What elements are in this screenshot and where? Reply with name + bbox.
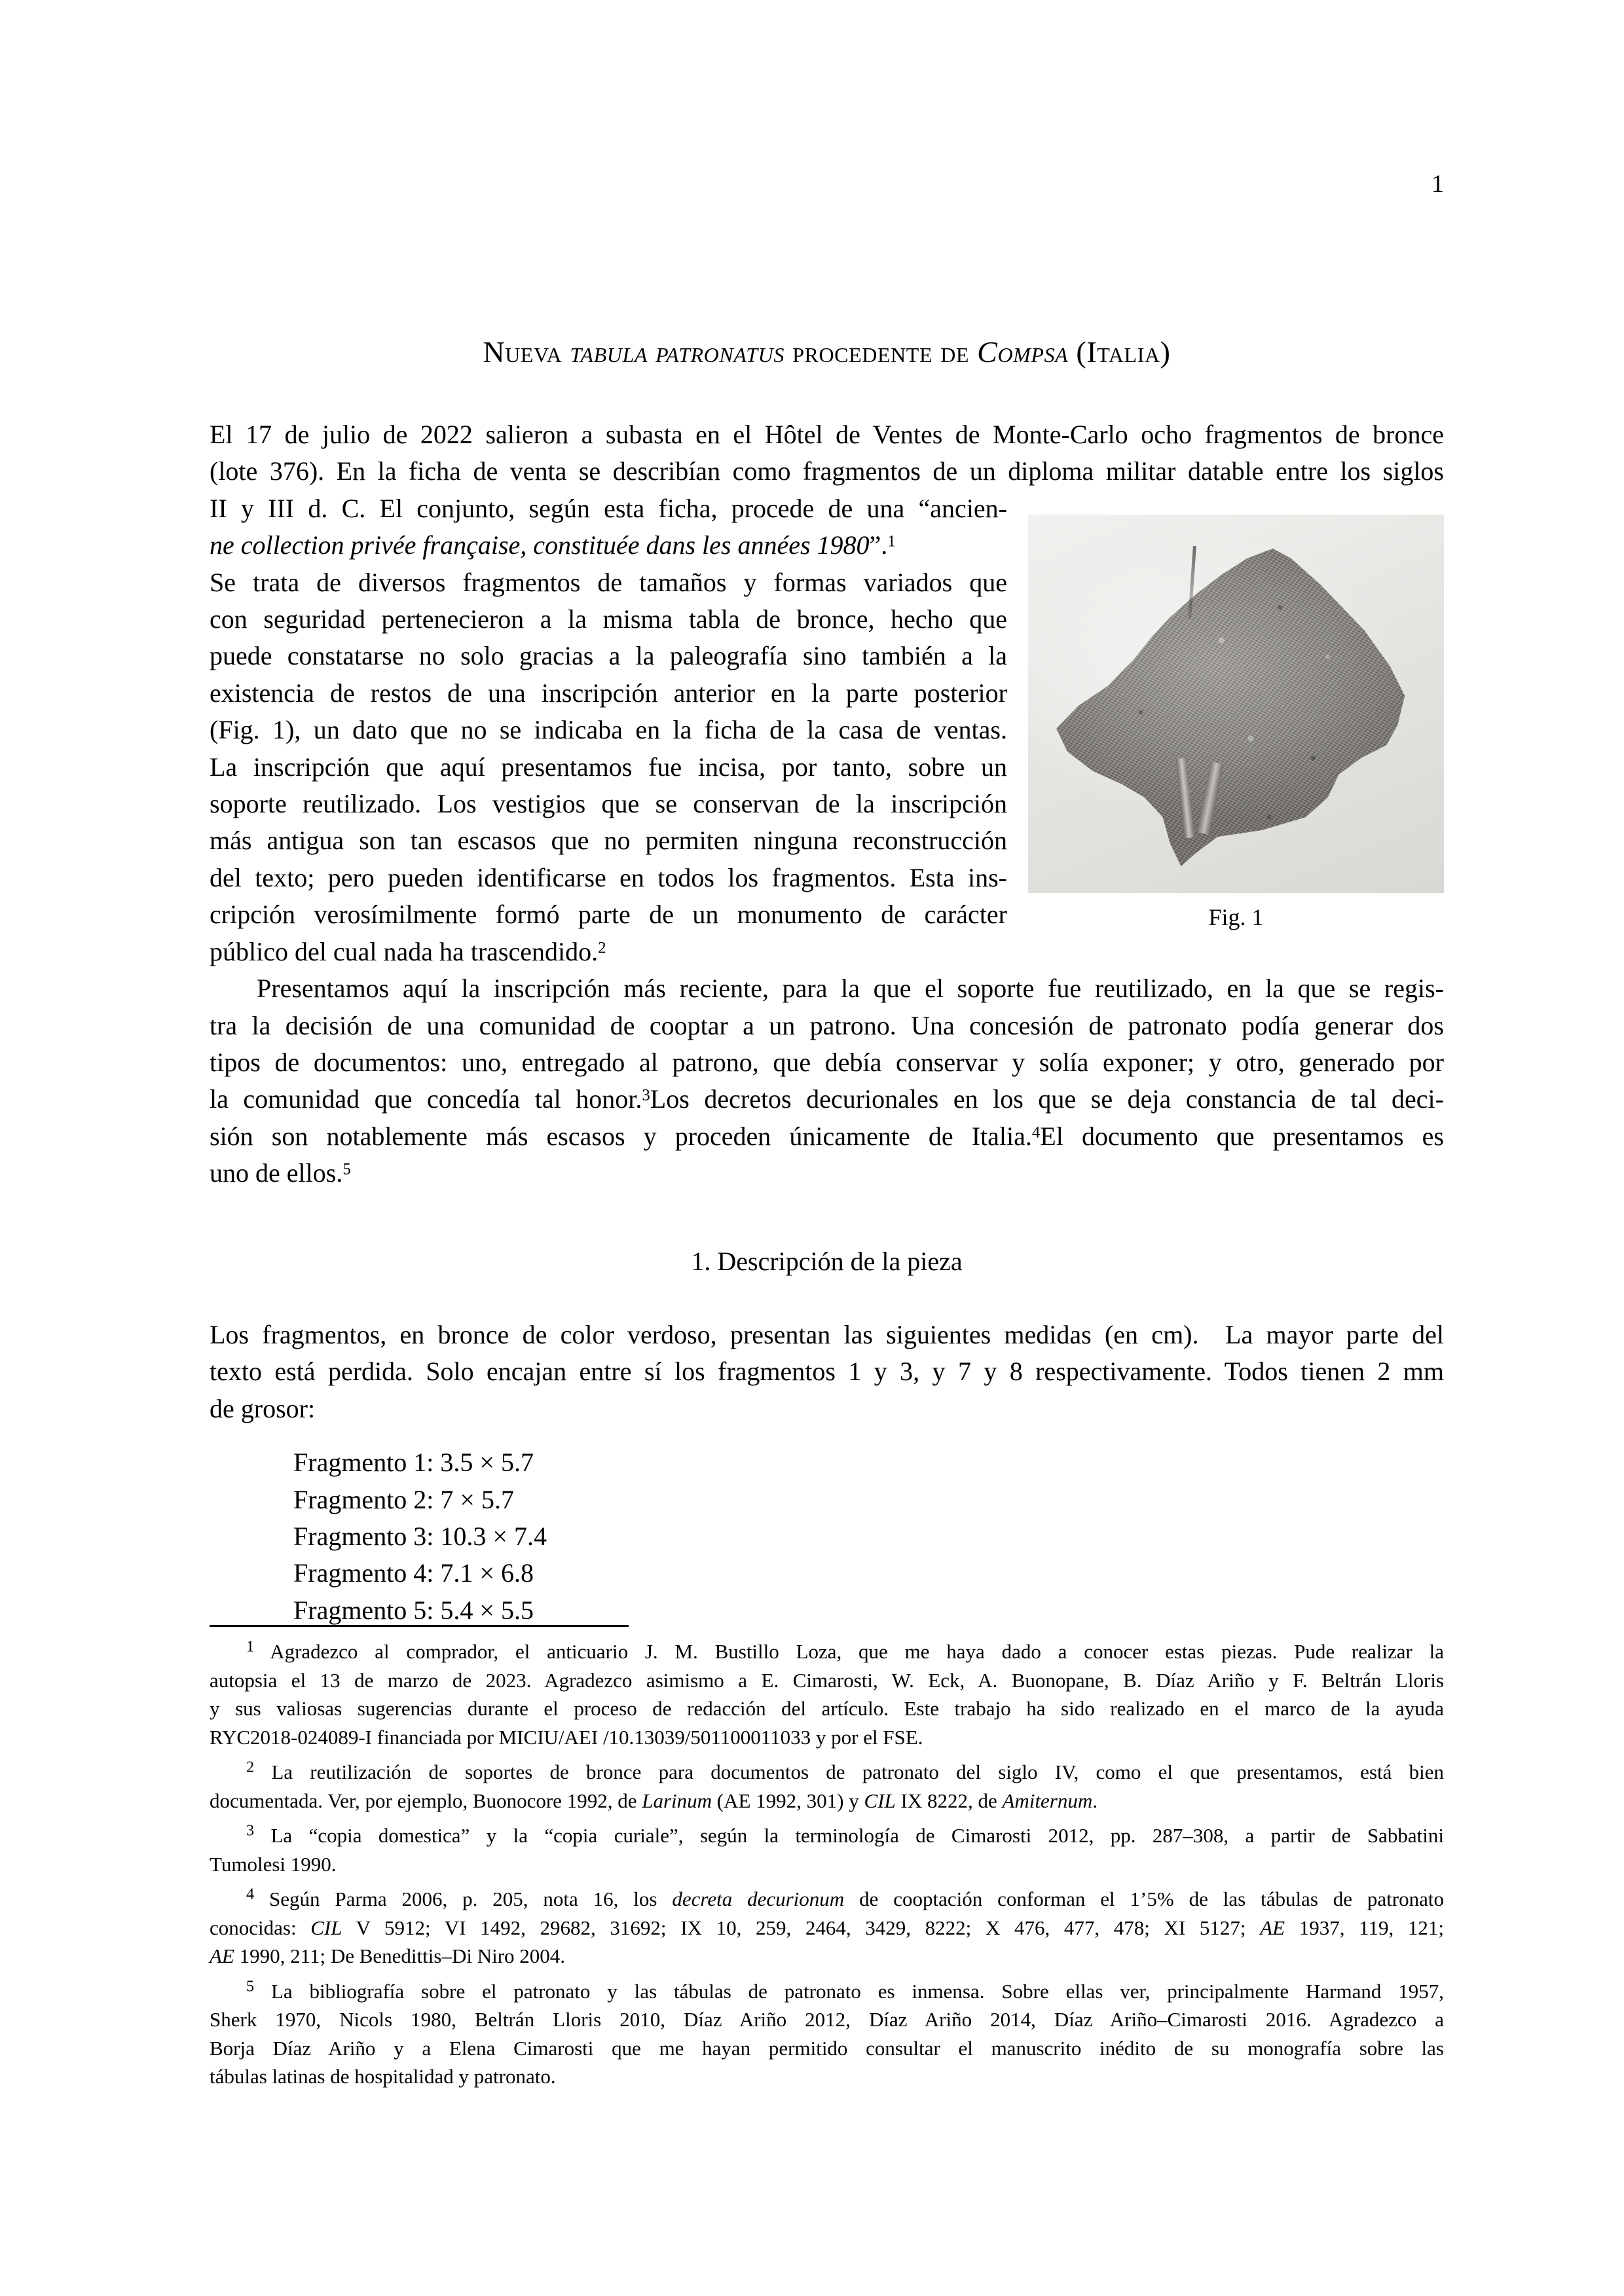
- p1-line-6: con seguridad pertenecieron a la misma tabla de bronce, hecho que: [210, 604, 1007, 634]
- p1-line-2: (lote 376). En la ficha de venta se describían como fragmentos de un diploma militar datable entre los siglos: [210, 456, 1444, 486]
- fn3-line-2: Tumolesi 1990.: [210, 1852, 337, 1876]
- title-part-3: (Italia): [1068, 335, 1171, 369]
- fn5-line-1: [210, 1977, 1444, 2006]
- p2-line-5: [210, 1118, 1444, 1155]
- footnote-ref-2[interactable]: 2: [598, 939, 606, 957]
- p1-line-13: del texto; pero pueden identificarse en todos los fragmentos. Esta ins-: [210, 862, 1007, 892]
- fn3-line-1: [210, 1821, 1444, 1850]
- page-number: 1: [1431, 170, 1444, 198]
- footnote-ref-3[interactable]: 3: [642, 1086, 650, 1104]
- p2-line-4-text-b: Los decretos decurionales en los que se deja constancia de tal deci-: [650, 1084, 1444, 1114]
- fn3-line-1-text: La “copia domestica” y la “copia curiale”, según la terminología de Cimarosti 2012, pp. 287–308, a partir de Sabbatini: [270, 1824, 1444, 1847]
- footnote-ref-4[interactable]: 4: [1031, 1123, 1041, 1142]
- p2-line-6: [210, 1155, 1444, 1192]
- page-title: [210, 334, 1444, 370]
- fn5-line-1-text: La bibliografía sobre el patronato y las tábulas de patronato es inmensa. Sobre ellas ver, principalmente Harmand 1957,: [270, 1979, 1445, 2003]
- fn1-line-1-text: Agradezco al comprador, el anticuario J. M. Bustillo Loza, que me haya dado a conocer estas piezas. Pude realizar la: [270, 1640, 1444, 1663]
- main-text-column: [210, 416, 1444, 1629]
- list-item: Fragmento 5: 5.4 × 5.5: [293, 1595, 534, 1625]
- p1-line-9: (Fig. 1), un dato que no se indicaba en la ficha de la casa de ventas.: [210, 715, 1007, 745]
- p1-line-3: [210, 490, 1007, 527]
- fn1-line-3: y sus valiosas sugerencias durante el proceso de redacción del artículo. Este trabajo ha sido realizado en el marco de la ayuda: [210, 1697, 1444, 1720]
- title-block: [210, 334, 1444, 370]
- fn5-line-3: Borja Díaz Ariño y a Elena Cimarosti que me hayan permitido consultar el manuscrito inédito de su monografía sobre las: [210, 2036, 1444, 2060]
- p2-line-4: [210, 1081, 1444, 1118]
- p2-line-1: [210, 970, 1444, 1007]
- p2-line-6-text: uno de ellos.: [210, 1158, 343, 1188]
- p2-line-3: tipos de documentos: uno, entregado al patrono, que debía conservar y solía exponer; y otro, generado por: [210, 1047, 1444, 1077]
- p1-line-15-text: público del cual nada ha trascendido.: [210, 936, 599, 966]
- fn4-italic-ae: AE: [1260, 1916, 1285, 1939]
- spacer-after-heading: [210, 1280, 1444, 1317]
- p1-quote-tail: ”.: [869, 530, 888, 560]
- footnote-ref-1[interactable]: 1: [887, 532, 896, 551]
- fn4-italic-cil: CIL: [310, 1916, 342, 1939]
- fn4-italic-ae-2: AE: [210, 1944, 234, 1967]
- paragraph-2: [210, 970, 1444, 1192]
- spacer-before-list: [210, 1427, 1444, 1444]
- p1-line-8: existencia de restos de una inscripción anterior en la parte posterior: [210, 678, 1007, 708]
- p1-line-7: puede constatarse no solo gracias a la paleografía sino también a la: [210, 641, 1007, 671]
- fn1-line-2: autopsia el 13 de marzo de 2023. Agradezco asimismo a E. Cimarosti, W. Eck, A. Buonopane, B. Díaz Ariño y F. Beltrán Lloris: [210, 1668, 1444, 1692]
- section-1-heading: 1. Descripción de la pieza: [691, 1246, 963, 1276]
- p1-quote-italic: ne collection privée française, constituée dans les années 1980: [210, 530, 870, 560]
- section-1-paragraph: [210, 1317, 1444, 1427]
- p1-line-15: [210, 934, 1007, 970]
- p1-line-5: Se trata de diversos fragmentos de tamaños y formas variados que: [210, 567, 1007, 597]
- fn2-italic-cil: CIL: [864, 1789, 896, 1812]
- spacer-before-heading: [210, 1192, 1444, 1243]
- s1-line-1: Los fragmentos, en bronce de color verdoso, presentan las siguientes medidas (en cm). La mayor parte del: [210, 1319, 1444, 1349]
- footnote-separator-rule: [210, 1625, 629, 1627]
- fn5-line-4: tábulas latinas de hospitalidad y patronato.: [210, 2065, 556, 2088]
- p2-line-4-text: la comunidad que concedía tal honor.: [210, 1084, 642, 1114]
- fn2-line-1: [210, 1758, 1444, 1787]
- title-italic-tabula-patronatus: tabula patronatus: [570, 335, 784, 369]
- fn4-line-2: conocidas: CIL V 5912; VI 1492, 29682, 31692; IX 10, 259, 2464, 3429, 8222; X 476, 477, 478; XI 5127; AE 1937, 119, 121;: [210, 1916, 1445, 1939]
- fn5-line-2: Sherk 1970, Nicols 1980, Beltrán Lloris 2010, Díaz Ariño 2012, Díaz Ariño 2014, Díaz Ariño–Cimarosti 2016. Agradezco a: [210, 2008, 1444, 2031]
- fn2-line-1-text: La reutilización de soportes de bronce para documentos de patronato del siglo IV, como el que presentamos, está bien: [271, 1760, 1444, 1783]
- paragraph-1: [210, 416, 1444, 970]
- footnote-4: [210, 1885, 1444, 1971]
- list-item: Fragmento 1: 3.5 × 5.7: [293, 1448, 534, 1478]
- fn4-italic-decreta: decreta decurionum: [672, 1887, 845, 1910]
- p2-line-5-text: sión son notablemente más escasos y proceden únicamente de Italia.: [210, 1121, 1032, 1151]
- footnote-4-marker: 4: [246, 1885, 255, 1903]
- p1-line-12: más antigua son tan escasos que no permiten ninguna reconstrucción: [210, 826, 1007, 856]
- footnote-ref-5[interactable]: 5: [342, 1160, 351, 1178]
- list-item: Fragmento 4: 7.1 × 6.8: [293, 1558, 534, 1588]
- p1-line-4: [210, 527, 1007, 564]
- fn2-italic-amiternum: Amiternum: [1002, 1789, 1093, 1812]
- footnote-3-marker: 3: [246, 1821, 255, 1840]
- footnote-1-marker: 1: [246, 1637, 255, 1656]
- fn2-line-2: documentada. Ver, por ejemplo, Buonocore 1992, de Larinum (AE 1992, 301) y CIL IX 8222, de Amiternum.: [210, 1789, 1098, 1812]
- footnote-3: [210, 1821, 1444, 1878]
- s1-line-2: texto está perdida. Solo encajan entre sí los fragmentos 1 y 3, y 7 y 8 respectivamente. Todos tienen 2 mm: [210, 1357, 1444, 1387]
- footnote-2-marker: 2: [246, 1758, 255, 1776]
- footnote-5-marker: 5: [246, 1977, 255, 1995]
- fn2-italic-larinum: Larinum: [642, 1789, 712, 1812]
- p1-line-10: La inscripción que aquí presentamos fue incisa, por tanto, sobre un: [210, 752, 1007, 782]
- figure-caption: Fig. 1: [1208, 904, 1264, 930]
- footnotes-area: [210, 1625, 1444, 2098]
- p1-line-11: soporte reutilizado. Los vestigios que se conservan de la inscripción: [210, 789, 1007, 819]
- title-part-1: Nueva: [483, 335, 570, 369]
- fn4-line-1: $^4$ Según Parma 2006, p. 205, nota 16, los decreta decurionum de cooptación conforman el 1’5% de las tábulas de patronato: [246, 1885, 1444, 1910]
- p2-line-2: tra la decisión de una comunidad de cooptar a un patrono. Una concesión de patronato podía generar dos: [210, 1010, 1444, 1040]
- list-item: Fragmento 2: 7 × 5.7: [293, 1484, 514, 1514]
- footnote-5: [210, 1977, 1444, 2091]
- p2-line-1-text: Presentamos aquí la inscripción más reciente, para la que el soporte fue reutilizado, en la que se regis-: [257, 974, 1444, 1004]
- p1-line-1: El 17 de julio de 2022 salieron a subasta en el Hôtel de Ventes de Monte-Carlo ocho fragmentos de bronce: [210, 420, 1444, 449]
- fn4-line-3: AE 1990, 211; De Benedittis–Di Niro 2004.: [210, 1944, 566, 1967]
- footnote-2: [210, 1758, 1444, 1815]
- p1-line-14: cripción verosímilmente formó parte de un monumento de carácter: [210, 900, 1007, 930]
- list-item: Fragmento 3: 10.3 × 7.4: [293, 1521, 547, 1551]
- title-italic-compsa: Compsa: [977, 335, 1069, 369]
- fn1-line-4: RYC2018-024089-I financiada por MICIU/AEI /10.13039/501100011033 y por el FSE.: [210, 1725, 923, 1749]
- footnote-1: [210, 1637, 1444, 1751]
- p1-line-3-text: II y III d. C. El conjunto, según esta ficha, procede de una “ancien-: [210, 493, 1007, 523]
- fragment-measurements-list: [210, 1444, 1444, 1629]
- s1-line-3: de grosor:: [210, 1393, 316, 1423]
- title-part-2: procedente de: [784, 335, 978, 369]
- p2-line-5-text-b: El documento que presentamos es: [1040, 1121, 1445, 1151]
- fn1-line-1: [210, 1637, 1444, 1666]
